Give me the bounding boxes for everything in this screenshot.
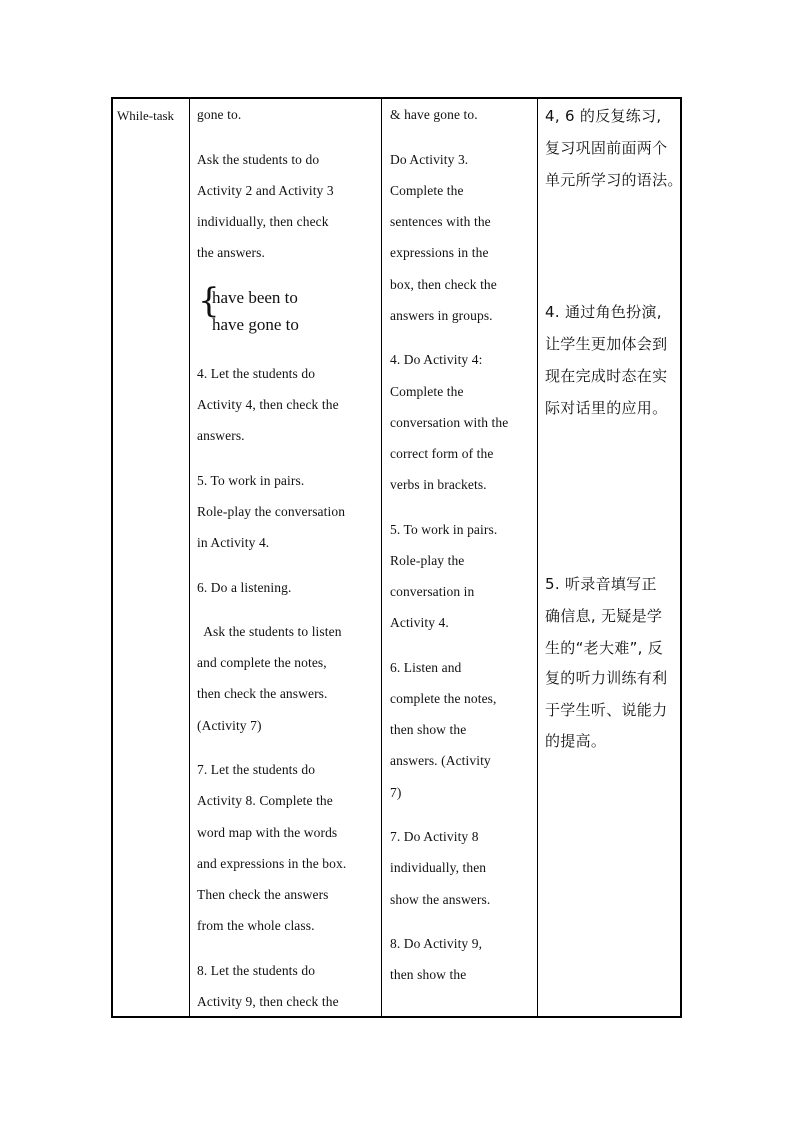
teacher-activity-column <box>190 99 382 1016</box>
purpose-line: 5. 听录音填写正 <box>545 575 657 593</box>
purpose-line: 于学生听、说能力 <box>545 701 668 719</box>
purpose-line: 4, 6 的反复练习, <box>545 107 662 125</box>
student-line: complete the notes, <box>390 691 497 706</box>
teacher-line: (Activity 7) <box>197 718 262 733</box>
teacher-line: Ask the students to do <box>197 152 320 167</box>
student-line: conversation in <box>390 584 475 599</box>
student-line: show the answers. <box>390 892 491 907</box>
purpose-line: 复的听力训练有利 <box>545 669 668 687</box>
student-line: & have gone to. <box>390 107 478 122</box>
teacher-line: 8. Let the students do <box>197 963 316 978</box>
teacher-line: Activity 4, then check the <box>197 397 339 412</box>
student-line: expressions in the <box>390 245 489 260</box>
teacher-line: and complete the notes, <box>197 655 327 670</box>
lesson-plan-table <box>111 97 682 1018</box>
student-line: then show the <box>390 967 467 982</box>
purpose-line: 单元所学习的语法。 <box>545 171 683 189</box>
student-line: sentences with the <box>390 214 491 229</box>
brace-item: have gone to <box>212 315 299 334</box>
teacher-line: Ask the students to listen <box>197 624 342 639</box>
teacher-line: then check the answers. <box>197 686 328 701</box>
student-line: Complete the <box>390 384 464 399</box>
student-line: 5. To work in pairs. <box>390 522 498 537</box>
purpose-line: 现在完成时态在实 <box>545 367 668 385</box>
stage-label: While-task <box>117 108 175 123</box>
teacher-line: the answers. <box>197 245 265 260</box>
student-line: answers in groups. <box>390 308 493 323</box>
teacher-line: Activity 2 and Activity 3 <box>197 183 334 198</box>
student-activity-column <box>382 99 538 1016</box>
student-line: verbs in brackets. <box>390 477 487 492</box>
student-line: correct form of the <box>390 446 494 461</box>
student-line: 8. Do Activity 9, <box>390 936 483 951</box>
student-line: Activity 4. <box>390 615 449 630</box>
student-line: Complete the <box>390 183 464 198</box>
purpose-line: 际对话里的应用。 <box>545 399 668 417</box>
stage-column <box>113 99 190 1016</box>
purpose-line: 复习巩固前面两个 <box>545 139 668 157</box>
teacher-line: gone to. <box>197 107 242 122</box>
teacher-line: and expressions in the box. <box>197 856 347 871</box>
teacher-line: in Activity 4. <box>197 535 270 550</box>
teacher-line: Activity 8. Complete the <box>197 793 333 808</box>
brace-item: have been to <box>212 288 298 307</box>
student-line: Do Activity 3. <box>390 152 469 167</box>
teacher-line: Then check the answers <box>197 887 329 902</box>
student-line: 4. Do Activity 4: <box>390 352 483 367</box>
student-line: answers. (Activity <box>390 753 491 768</box>
purpose-line: 的提高。 <box>545 732 607 750</box>
student-line: 6. Listen and <box>390 660 462 675</box>
purpose-column <box>538 99 683 1016</box>
student-line: 7) <box>390 785 402 800</box>
student-line: individually, then <box>390 860 487 875</box>
teacher-line: 6. Do a listening. <box>197 580 292 595</box>
left-brace: { <box>198 281 220 321</box>
purpose-line: 让学生更加体会到 <box>545 335 668 353</box>
purpose-line: 确信息, 无疑是学 <box>545 607 663 625</box>
teacher-line: word map with the words <box>197 825 338 840</box>
student-line: 7. Do Activity 8 <box>390 829 479 844</box>
student-line: conversation with the <box>390 415 509 430</box>
purpose-line: 生的“老大难”, 反 <box>545 639 664 657</box>
teacher-line: individually, then check <box>197 214 329 229</box>
teacher-line: Activity 9, then check the <box>197 994 339 1009</box>
purpose-line: 4. 通过角色扮演, <box>545 303 662 321</box>
student-line: then show the <box>390 722 467 737</box>
teacher-line: Role-play the conversation <box>197 504 346 519</box>
teacher-line: answers. <box>197 428 245 443</box>
teacher-line: 4. Let the students do <box>197 366 316 381</box>
student-line: Role-play the <box>390 553 465 568</box>
teacher-line: from the whole class. <box>197 918 315 933</box>
student-line: box, then check the <box>390 277 497 292</box>
teacher-line: 5. To work in pairs. <box>197 473 305 488</box>
teacher-line: 7. Let the students do <box>197 762 316 777</box>
